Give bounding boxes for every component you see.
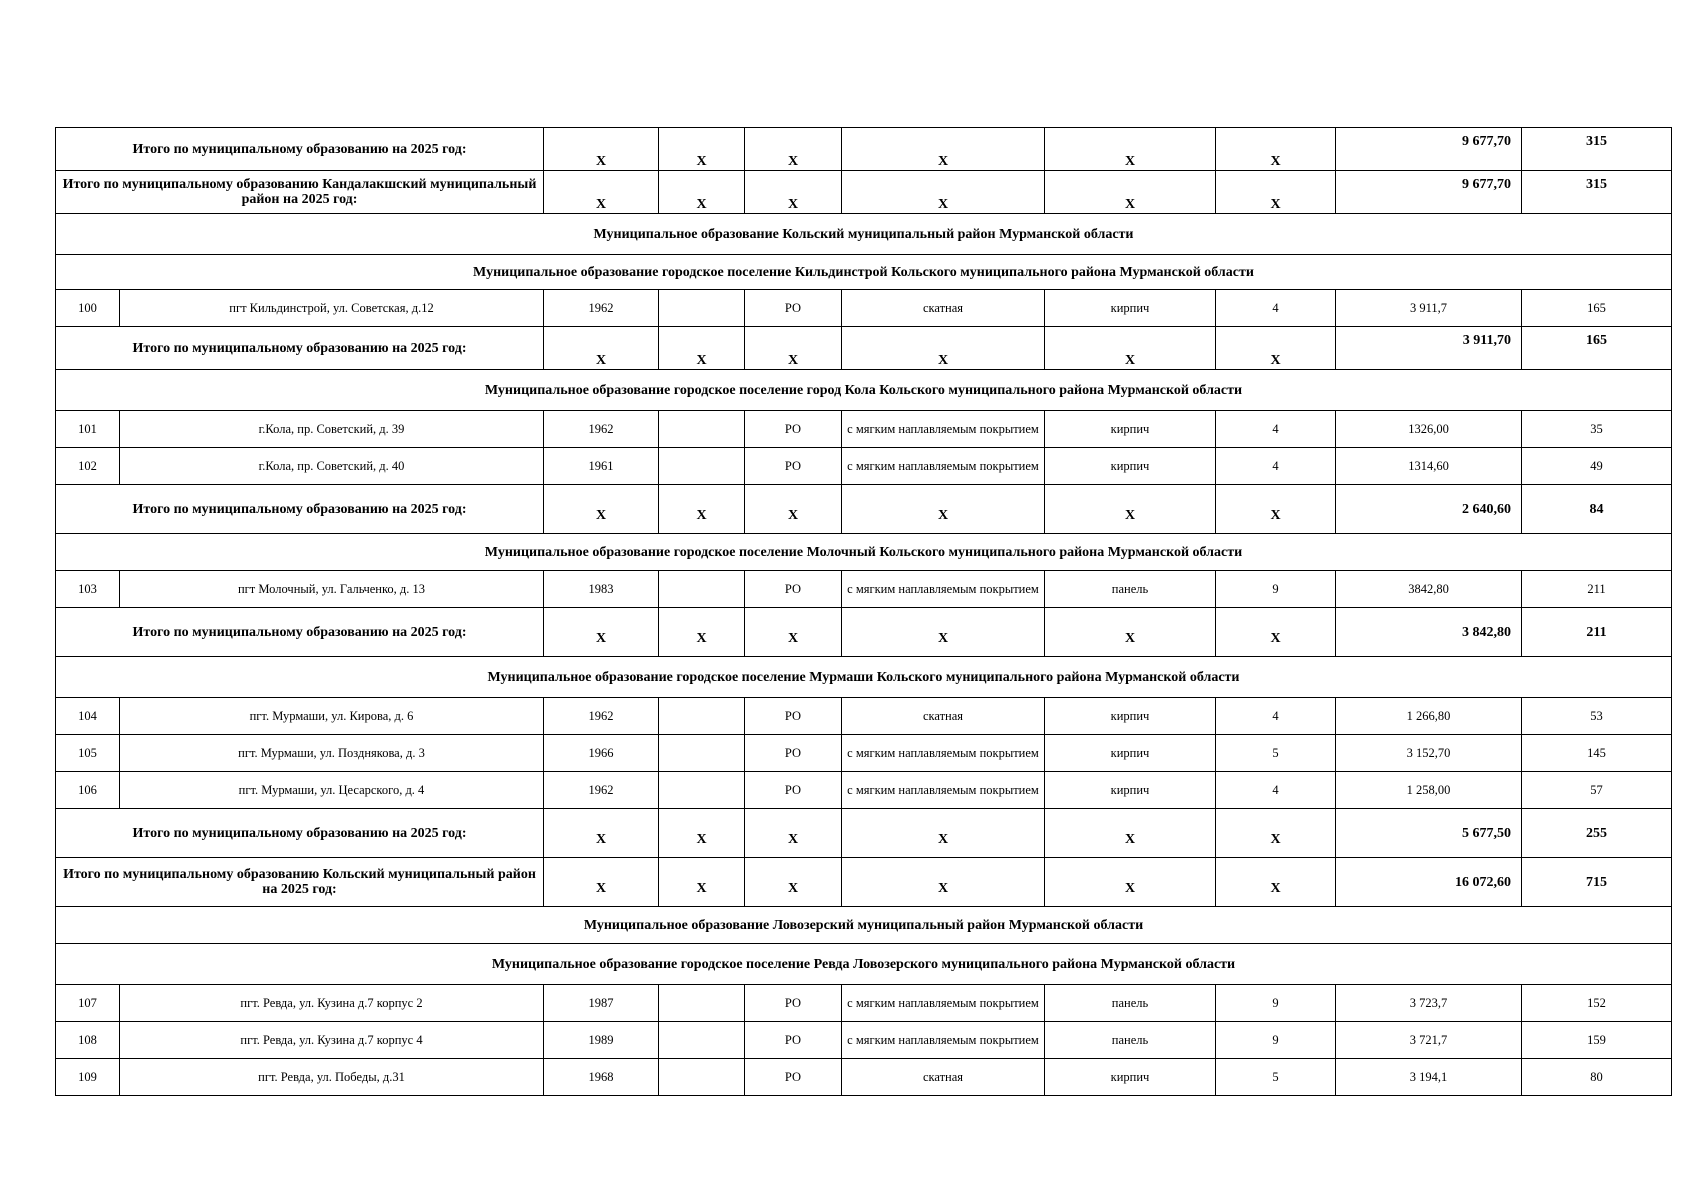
empty-cell <box>659 448 745 485</box>
area-cell: 1 266,80 <box>1336 698 1522 735</box>
apartments-cell: 49 <box>1522 448 1672 485</box>
x-mark: X <box>842 608 1045 657</box>
total-row <box>56 608 1672 657</box>
section-title: Муниципальное образование городское поселение Ревда Ловозерского муниципального района Мурманской области <box>56 944 1672 985</box>
type-cell: РО <box>745 772 842 809</box>
apartments-cell: 35 <box>1522 411 1672 448</box>
x-mark: X <box>1216 128 1336 171</box>
apartments-cell: 211 <box>1522 571 1672 608</box>
table-row <box>56 698 1672 735</box>
x-mark: X <box>659 327 745 370</box>
x-mark: X <box>842 858 1045 907</box>
row-number: 102 <box>56 448 120 485</box>
row-number: 103 <box>56 571 120 608</box>
total-apartments: 315 <box>1522 128 1672 171</box>
section-title: Муниципальное образование Ловозерский муниципальный район Мурманской области <box>56 907 1672 944</box>
year-cell: 1987 <box>544 985 659 1022</box>
total-apartments: 715 <box>1522 858 1672 907</box>
floors-cell: 9 <box>1216 985 1336 1022</box>
section-title: Муниципальное образование городское поселение Кильдинстрой Кольского муниципального района Мурманской области <box>56 255 1672 290</box>
x-mark: X <box>1216 485 1336 534</box>
year-cell: 1962 <box>544 698 659 735</box>
year-cell: 1962 <box>544 290 659 327</box>
empty-cell <box>659 411 745 448</box>
x-mark: X <box>1045 128 1216 171</box>
year-cell: 1989 <box>544 1022 659 1059</box>
year-cell: 1968 <box>544 1059 659 1096</box>
roof-cell: с мягким наплавляемым покрытием <box>842 735 1045 772</box>
x-mark: X <box>1216 858 1336 907</box>
row-number: 106 <box>56 772 120 809</box>
table-row <box>56 1022 1672 1059</box>
x-mark: X <box>842 809 1045 858</box>
total-label: Итого по муниципальному образованию на 2025 год: <box>56 809 544 858</box>
x-mark: X <box>745 327 842 370</box>
x-mark: X <box>745 608 842 657</box>
area-cell: 1 258,00 <box>1336 772 1522 809</box>
walls-cell: кирпич <box>1045 448 1216 485</box>
floors-cell: 4 <box>1216 411 1336 448</box>
floors-cell: 4 <box>1216 290 1336 327</box>
empty-cell <box>659 698 745 735</box>
apartments-cell: 159 <box>1522 1022 1672 1059</box>
area-cell: 3 911,7 <box>1336 290 1522 327</box>
address-cell: пгт. Мурмаши, ул. Цесарского, д. 4 <box>120 772 544 809</box>
section-header-row <box>56 944 1672 985</box>
floors-cell: 4 <box>1216 448 1336 485</box>
total-label: Итого по муниципальному образованию на 2025 год: <box>56 327 544 370</box>
row-number: 100 <box>56 290 120 327</box>
x-mark: X <box>745 858 842 907</box>
address-cell: г.Кола, пр. Советский, д. 40 <box>120 448 544 485</box>
x-mark: X <box>745 485 842 534</box>
total-apartments: 255 <box>1522 809 1672 858</box>
total-amount: 5 677,50 <box>1336 809 1522 858</box>
total-row <box>56 171 1672 214</box>
x-mark: X <box>659 485 745 534</box>
address-cell: г.Кола, пр. Советский, д. 39 <box>120 411 544 448</box>
section-title: Муниципальное образование городское поселение город Кола Кольского муниципального района Мурманской области <box>56 370 1672 411</box>
year-cell: 1961 <box>544 448 659 485</box>
table-row <box>56 735 1672 772</box>
row-number: 104 <box>56 698 120 735</box>
empty-cell <box>659 772 745 809</box>
apartments-cell: 165 <box>1522 290 1672 327</box>
x-mark: X <box>544 327 659 370</box>
section-header-row <box>56 534 1672 571</box>
x-mark: X <box>544 809 659 858</box>
total-apartments: 315 <box>1522 171 1672 214</box>
total-label: Итого по муниципальному образованию Кандалакшский муниципальный район на 2025 год: <box>56 171 544 214</box>
table-row <box>56 985 1672 1022</box>
walls-cell: кирпич <box>1045 411 1216 448</box>
floors-cell: 4 <box>1216 698 1336 735</box>
type-cell: РО <box>745 1059 842 1096</box>
floors-cell: 9 <box>1216 571 1336 608</box>
total-amount: 9 677,70 <box>1336 128 1522 171</box>
x-mark: X <box>659 128 745 171</box>
type-cell: РО <box>745 290 842 327</box>
apartments-cell: 57 <box>1522 772 1672 809</box>
total-row <box>56 327 1672 370</box>
roof-cell: скатная <box>842 1059 1045 1096</box>
x-mark: X <box>1045 327 1216 370</box>
type-cell: РО <box>745 448 842 485</box>
year-cell: 1962 <box>544 772 659 809</box>
row-number: 101 <box>56 411 120 448</box>
section-header-row <box>56 214 1672 255</box>
x-mark: X <box>842 327 1045 370</box>
x-mark: X <box>1045 809 1216 858</box>
area-cell: 3842,80 <box>1336 571 1522 608</box>
apartments-cell: 145 <box>1522 735 1672 772</box>
walls-cell: панель <box>1045 1022 1216 1059</box>
address-cell: пгт Молочный, ул. Гальченко, д. 13 <box>120 571 544 608</box>
total-row <box>56 809 1672 858</box>
type-cell: РО <box>745 1022 842 1059</box>
address-cell: пгт. Мурмаши, ул. Позднякова, д. 3 <box>120 735 544 772</box>
section-title: Муниципальное образование Кольский муниципальный район Мурманской области <box>56 214 1672 255</box>
floors-cell: 5 <box>1216 735 1336 772</box>
total-amount: 3 911,70 <box>1336 327 1522 370</box>
section-title: Муниципальное образование городское поселение Молочный Кольского муниципального района Мурманской области <box>56 534 1672 571</box>
x-mark: X <box>544 858 659 907</box>
total-apartments: 165 <box>1522 327 1672 370</box>
total-label: Итого по муниципальному образованию на 2025 год: <box>56 485 544 534</box>
floors-cell: 4 <box>1216 772 1336 809</box>
roof-cell: скатная <box>842 698 1045 735</box>
x-mark: X <box>1216 608 1336 657</box>
address-cell: пгт. Ревда, ул. Кузина д.7 корпус 4 <box>120 1022 544 1059</box>
roof-cell: с мягким наплавляемым покрытием <box>842 772 1045 809</box>
x-mark: X <box>842 128 1045 171</box>
x-mark: X <box>1216 171 1336 214</box>
x-mark: X <box>745 128 842 171</box>
x-mark: X <box>842 485 1045 534</box>
area-cell: 3 723,7 <box>1336 985 1522 1022</box>
x-mark: X <box>659 809 745 858</box>
type-cell: РО <box>745 735 842 772</box>
row-number: 107 <box>56 985 120 1022</box>
x-mark: X <box>544 485 659 534</box>
type-cell: РО <box>745 411 842 448</box>
floors-cell: 9 <box>1216 1022 1336 1059</box>
x-mark: X <box>544 171 659 214</box>
x-mark: X <box>745 809 842 858</box>
year-cell: 1983 <box>544 571 659 608</box>
table-row <box>56 448 1672 485</box>
empty-cell <box>659 735 745 772</box>
address-cell: пгт. Ревда, ул. Победы, д.31 <box>120 1059 544 1096</box>
total-row <box>56 858 1672 907</box>
area-cell: 3 152,70 <box>1336 735 1522 772</box>
total-row <box>56 128 1672 171</box>
floors-cell: 5 <box>1216 1059 1336 1096</box>
area-cell: 3 721,7 <box>1336 1022 1522 1059</box>
empty-cell <box>659 1022 745 1059</box>
year-cell: 1966 <box>544 735 659 772</box>
area-cell: 1314,60 <box>1336 448 1522 485</box>
table-row <box>56 290 1672 327</box>
table-body <box>56 128 1672 1096</box>
table-row <box>56 1059 1672 1096</box>
area-cell: 1326,00 <box>1336 411 1522 448</box>
empty-cell <box>659 290 745 327</box>
walls-cell: панель <box>1045 571 1216 608</box>
total-amount: 3 842,80 <box>1336 608 1522 657</box>
roof-cell: с мягким наплавляемым покрытием <box>842 448 1045 485</box>
x-mark: X <box>1045 171 1216 214</box>
address-cell: пгт. Ревда, ул. Кузина д.7 корпус 2 <box>120 985 544 1022</box>
empty-cell <box>659 1059 745 1096</box>
total-row <box>56 485 1672 534</box>
apartments-cell: 152 <box>1522 985 1672 1022</box>
section-header-row <box>56 255 1672 290</box>
x-mark: X <box>659 171 745 214</box>
address-cell: пгт. Мурмаши, ул. Кирова, д. 6 <box>120 698 544 735</box>
roof-cell: скатная <box>842 290 1045 327</box>
walls-cell: кирпич <box>1045 290 1216 327</box>
year-cell: 1962 <box>544 411 659 448</box>
walls-cell: панель <box>1045 985 1216 1022</box>
x-mark: X <box>1216 327 1336 370</box>
roof-cell: с мягким наплавляемым покрытием <box>842 411 1045 448</box>
x-mark: X <box>842 171 1045 214</box>
section-title: Муниципальное образование городское поселение Мурмаши Кольского муниципального района Мурманской области <box>56 657 1672 698</box>
address-cell: пгт Кильдинстрой, ул. Советская, д.12 <box>120 290 544 327</box>
apartments-cell: 80 <box>1522 1059 1672 1096</box>
empty-cell <box>659 571 745 608</box>
type-cell: РО <box>745 571 842 608</box>
total-label: Итого по муниципальному образованию на 2025 год: <box>56 608 544 657</box>
housing-repair-table <box>55 127 1672 1096</box>
x-mark: X <box>1045 858 1216 907</box>
walls-cell: кирпич <box>1045 1059 1216 1096</box>
x-mark: X <box>1045 485 1216 534</box>
roof-cell: с мягким наплавляемым покрытием <box>842 1022 1045 1059</box>
x-mark: X <box>544 608 659 657</box>
total-label: Итого по муниципальному образованию на 2025 год: <box>56 128 544 171</box>
roof-cell: с мягким наплавляемым покрытием <box>842 985 1045 1022</box>
section-header-row <box>56 370 1672 411</box>
table-row <box>56 571 1672 608</box>
total-amount: 9 677,70 <box>1336 171 1522 214</box>
row-number: 105 <box>56 735 120 772</box>
x-mark: X <box>544 128 659 171</box>
section-header-row <box>56 657 1672 698</box>
section-header-row <box>56 907 1672 944</box>
x-mark: X <box>659 608 745 657</box>
table-row <box>56 772 1672 809</box>
total-label: Итого по муниципальному образованию Кольский муниципальный район на 2025 год: <box>56 858 544 907</box>
walls-cell: кирпич <box>1045 698 1216 735</box>
empty-cell <box>659 985 745 1022</box>
row-number: 109 <box>56 1059 120 1096</box>
x-mark: X <box>1216 809 1336 858</box>
x-mark: X <box>745 171 842 214</box>
apartments-cell: 53 <box>1522 698 1672 735</box>
walls-cell: кирпич <box>1045 772 1216 809</box>
x-mark: X <box>1045 608 1216 657</box>
total-apartments: 84 <box>1522 485 1672 534</box>
total-apartments: 211 <box>1522 608 1672 657</box>
table-row <box>56 411 1672 448</box>
type-cell: РО <box>745 985 842 1022</box>
total-amount: 2 640,60 <box>1336 485 1522 534</box>
total-amount: 16 072,60 <box>1336 858 1522 907</box>
x-mark: X <box>659 858 745 907</box>
walls-cell: кирпич <box>1045 735 1216 772</box>
row-number: 108 <box>56 1022 120 1059</box>
area-cell: 3 194,1 <box>1336 1059 1522 1096</box>
roof-cell: с мягким наплавляемым покрытием <box>842 571 1045 608</box>
type-cell: РО <box>745 698 842 735</box>
